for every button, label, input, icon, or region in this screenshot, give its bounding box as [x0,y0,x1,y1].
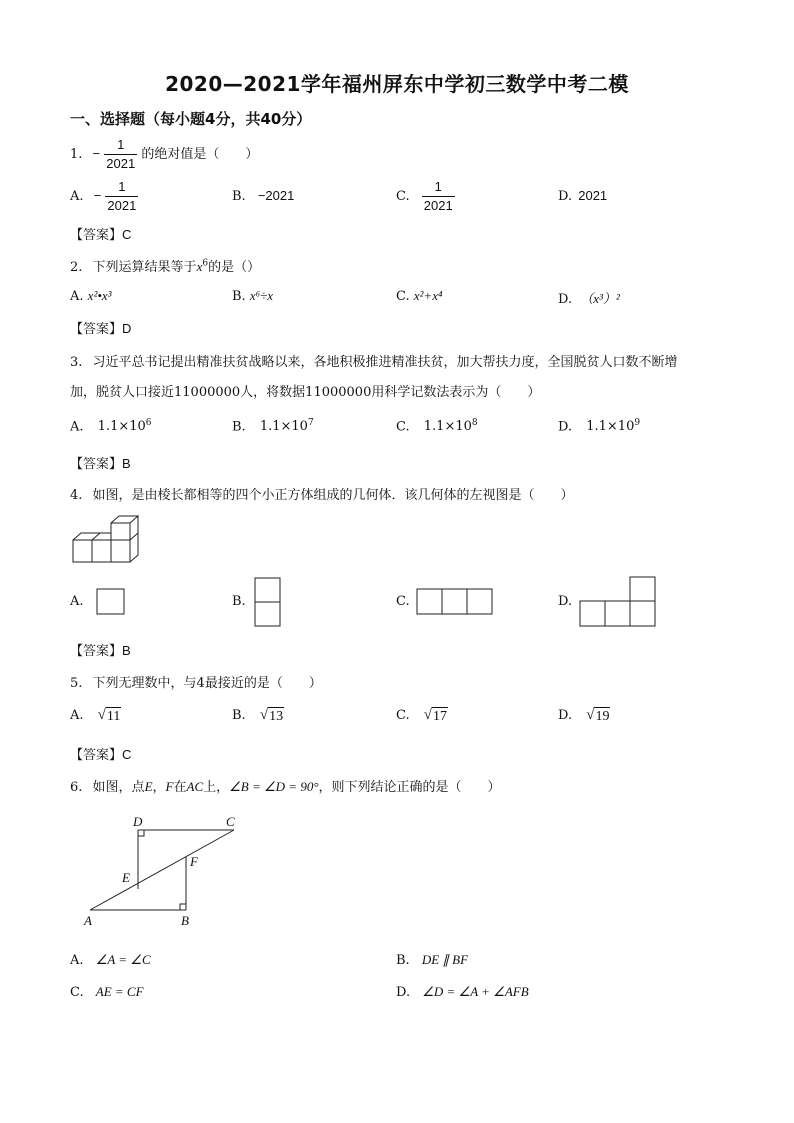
q2-option-a[interactable] [70,288,112,304]
answer-tag: 【答案】 [70,748,123,763]
q4-option-d[interactable] [558,594,572,609]
fraction-bar [422,196,455,197]
option-text: −2021 [257,188,295,203]
fraction-numerator: 1 [117,137,125,152]
option-label: D. [558,189,573,204]
q3-option-d[interactable] [558,418,640,434]
label-b: B [181,913,189,928]
option-label: C. [396,189,410,204]
q3-option-b[interactable] [232,418,314,434]
q1-option-d[interactable] [558,188,607,204]
answer-tag: 【答案】 [70,228,123,243]
question-text-line1: 习近平总书记提出精准扶贫战略以来，各地积极推进精准扶贫，加大帮扶力度，全国脱贫人口数不断增 [92,355,678,370]
option-label: C. [70,985,84,1000]
option-label: B. [232,708,246,723]
q1-option-c[interactable] [396,179,455,214]
answer-value: C [122,227,132,242]
question-number: 5. [70,676,83,691]
label-d: D [133,814,143,829]
option-text: DE ∥ BF [421,952,469,967]
option-text: x⁶÷x [249,288,274,303]
word-on: 在 [173,780,187,795]
cube-solid-figure [72,514,144,566]
question-number: 2. [70,260,83,275]
option-text: ∠D = ∠A + ∠AFB [422,984,529,999]
option-label: D. [558,594,573,609]
square-root [424,707,448,725]
radical-sign-icon: √ [586,707,595,723]
answer-value: D [122,321,132,336]
label-c: C [226,814,235,829]
option-label: D. [396,985,411,1000]
q4-option-b[interactable] [232,594,246,609]
q2-option-b[interactable] [232,288,273,304]
question-number: 3. [70,355,83,370]
option-label: D. [558,708,573,723]
fraction-denominator: 2021 [423,198,453,213]
option-label: C. [396,594,410,609]
question-text-mid: 上， [203,780,230,795]
q3-answer [70,453,131,472]
point-e: E [144,779,153,794]
question-text: 如图，是由棱长都相等的四个小正方体组成的几何体．该几何体的左视图是（ ） [92,488,574,503]
q6-option-c[interactable] [70,984,144,1000]
radicand: 19 [595,709,610,724]
exponent: 6 [145,418,152,428]
option-label: B. [232,289,246,304]
question-5 [70,672,322,691]
question-4 [70,484,574,503]
option-text: （x³）² [580,291,620,306]
question-6 [70,776,501,795]
segment-ac: AC [186,779,204,794]
option-label: A. [70,189,84,204]
fraction-numerator: 1 [118,179,126,194]
q5-answer [70,744,131,763]
answer-tag: 【答案】 [70,644,123,659]
fraction [105,179,138,214]
option-text: x²•x³ [87,288,112,303]
question-3 [70,351,678,370]
fraction [422,179,455,214]
option-label: A. [70,289,84,304]
option-label: A. [70,953,84,968]
q4-option-a-figure [96,588,126,616]
q4-option-a[interactable] [70,594,84,609]
fraction-bar [105,196,138,197]
variable: x [196,259,203,274]
q6-option-d[interactable] [396,984,529,1000]
option-text: ∠A = ∠C [95,952,151,967]
answer-value: B [122,456,131,471]
q4-option-c-figure [416,588,494,616]
answer-value: C [122,747,132,762]
option-label: C. [396,289,410,304]
option-label: D. [558,292,573,307]
q5-option-a[interactable] [70,707,121,725]
fraction-numerator: 1 [434,179,442,194]
option-label: C. [396,708,410,723]
point-f: F [165,779,174,794]
option-text: 1.1×10 [423,419,472,435]
question-text: 的绝对值是（ ） [141,147,259,162]
option-text: 1.1×10 [259,419,308,435]
option-text: x²+x⁴ [413,288,443,303]
label-e: E [122,870,130,885]
square-root [260,707,284,725]
q2-answer [70,318,131,337]
q1-option-a[interactable] [70,179,138,214]
option-label: A. [70,419,84,435]
square-root [586,707,610,725]
radical-sign-icon: √ [259,707,269,723]
question-text-pre: 下列运算结果等于 [92,260,197,275]
fraction [104,137,137,172]
answer-tag: 【答案】 [70,322,123,337]
q4-option-c[interactable] [396,594,410,609]
question-number: 4. [70,488,83,503]
exponent: 7 [307,418,314,428]
q1-answer [70,224,131,243]
option-text: 1.1×10 [97,419,146,435]
answer-tag: 【答案】 [70,457,123,472]
fraction-denominator: 2021 [106,156,136,171]
radical-sign-icon: √ [423,707,432,723]
q2-option-d[interactable] [558,288,620,307]
geometry-figure [80,810,250,932]
option-text: 1.1×10 [586,419,635,435]
right-angle-d-icon [138,830,144,836]
fraction-denominator: 2021 [107,198,137,213]
question-text-post: 的是（） [208,260,261,275]
q4-option-d-figure [579,576,657,628]
option-label: C. [396,419,410,435]
separator: ， [152,780,166,795]
option-label: A. [70,708,84,723]
negative-sign: − [93,188,102,203]
radicand: 17 [433,709,447,724]
q5-option-c[interactable] [396,707,448,725]
option-label: B. [232,419,246,435]
q1-option-b[interactable] [232,188,294,204]
q2-option-c[interactable] [396,288,443,304]
right-angle-b-icon [180,904,186,910]
label-a: A [84,913,92,928]
question-1 [70,137,258,172]
option-text: 2021 [578,188,608,203]
q6-option-a[interactable] [70,952,151,968]
square-root [98,707,122,725]
exponent: 9 [634,418,641,428]
negative-sign: − [92,146,101,161]
option-label: B. [232,189,246,204]
q6-option-b[interactable] [396,952,468,968]
radicand: 11 [106,709,121,724]
fraction-bar [104,154,137,155]
option-label: D. [558,419,573,435]
question-text-post: ，则下列结论正确的是（ ） [318,780,501,795]
answer-value: B [122,643,131,658]
section-heading: 一、选择题（每小题4分，共40分） [70,110,312,128]
segment-ac-line [90,830,234,910]
exponent: 8 [471,418,478,428]
q4-option-b-figure [254,577,282,627]
question-number: 1. [70,147,83,162]
radical-sign-icon: √ [97,707,106,723]
radicand: 13 [269,709,284,724]
q4-answer [70,640,131,659]
q3-option-c[interactable] [396,418,478,434]
q5-option-d[interactable] [558,707,610,725]
page-title: 2020—2021学年福州屏东中学初三数学中考二模 [165,72,629,96]
question-3-line2: 加，脱贫人口接近11000000人，将数据11000000用科学记数法表示为（ ） [70,385,541,400]
option-label: A. [70,594,84,609]
question-text-pre: 如图，点 [92,780,145,795]
option-text: AE = CF [95,984,144,999]
question-2 [70,256,260,275]
question-number: 6. [70,780,83,795]
option-label: B. [396,953,410,968]
exponent: 6 [202,258,209,269]
condition: ∠B = ∠D = 90° [229,779,319,794]
option-label: B. [232,594,246,609]
q5-option-b[interactable] [232,707,284,725]
question-text: 下列无理数中，与4最接近的是（ ） [92,676,322,691]
q3-option-a[interactable] [70,418,152,434]
label-f: F [190,854,198,869]
